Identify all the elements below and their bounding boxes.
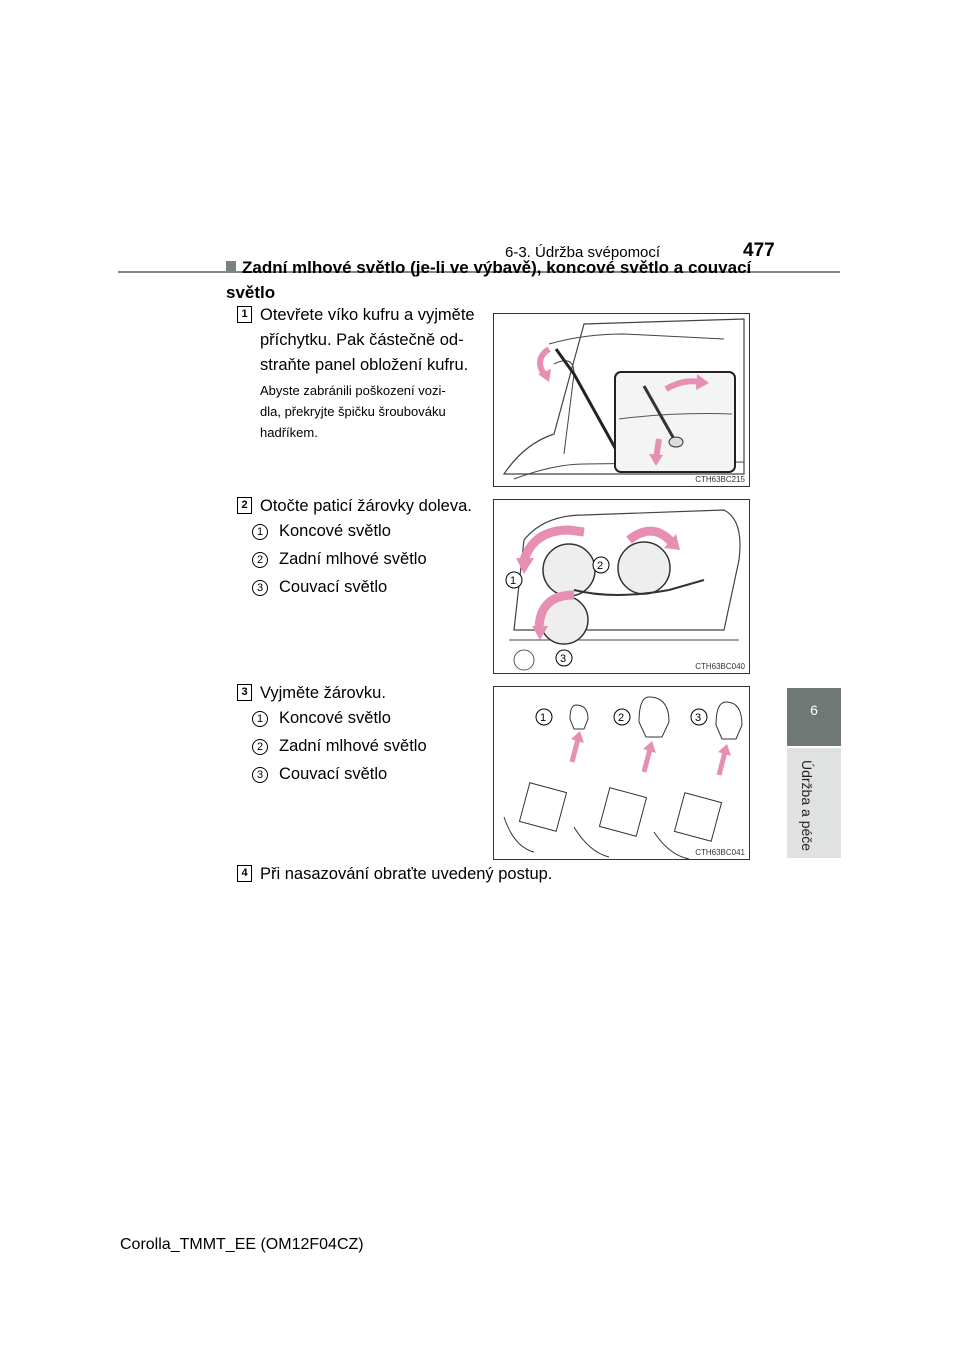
step-2-text: Otočte paticí žárovky doleva. [260,497,472,515]
step-4-marker: 4 [237,865,252,882]
chapter-number: 6 [810,702,818,718]
step-4-text: Při nasazování obraťte uvedený postup. [260,865,553,883]
chapter-title: Údržba a péče [799,760,815,852]
section-bullet-icon [226,261,236,271]
item-number-circle: 3 [252,767,268,783]
header-section-title: 6-3. Údržba svépomocí [505,244,661,261]
figure-code: CTH63BC040 [695,662,745,671]
item-number-circle: 2 [252,739,268,755]
step-3-item-label: Koncové světlo [279,709,391,727]
svg-text:3: 3 [695,712,702,724]
item-number-circle: 1 [252,711,268,727]
step-3-marker: 3 [237,684,252,701]
page-number: 477 [743,240,775,261]
svg-text:1: 1 [540,712,547,724]
figure-bulb-sockets [493,499,750,674]
step-1-line: příchytku. Pak částečně od- [260,331,464,349]
item-number-circle: 2 [252,552,268,568]
step-1-text [260,303,478,378]
figure-code: CTH63BC215 [695,475,745,484]
figure-bulbs [493,686,750,860]
step-3-item-label: Couvací světlo [279,765,388,783]
trunk-panel-illustration [494,314,749,486]
section-title-text: Zadní mlhové světlo (je-li ve výbavě), koncové světlo a couvací světlo [226,258,752,302]
step-1-note-line: hadříkem. [260,425,318,440]
step-2-item-label: Couvací světlo [279,578,388,596]
footer-document-id: Corolla_TMMT_EE (OM12F04CZ) [120,1236,364,1253]
step-1-marker: 1 [237,306,252,323]
step-3-text: Vyjměte žárovku. [260,684,386,702]
figure-trunk-panel [493,313,750,487]
svg-text:2: 2 [618,712,625,724]
step-1-line: straňte panel obložení kufru. [260,356,469,374]
item-number-circle: 1 [252,524,268,540]
step-1-line: Otevřete víko kufru a vyjměte [260,306,475,324]
step-1-note-line: Abyste zabránili poškození vozi- [260,383,446,398]
step-1-note [260,380,480,443]
step-1-note-line: dla, překryjte špičku šroubováku [260,404,446,419]
step-3-item-label: Zadní mlhové světlo [279,737,427,755]
section-title [226,255,766,305]
step-2-marker: 2 [237,497,252,514]
svg-text:3: 3 [560,653,567,665]
step-2-item-label: Koncové světlo [279,522,391,540]
svg-text:2: 2 [597,560,604,572]
bulb-sockets-illustration [494,500,749,673]
svg-text:1: 1 [510,575,517,587]
item-number-circle: 3 [252,580,268,596]
figure-code: CTH63BC041 [695,848,745,857]
step-2-item-label: Zadní mlhové světlo [279,550,427,568]
bulbs-illustration [494,687,749,859]
